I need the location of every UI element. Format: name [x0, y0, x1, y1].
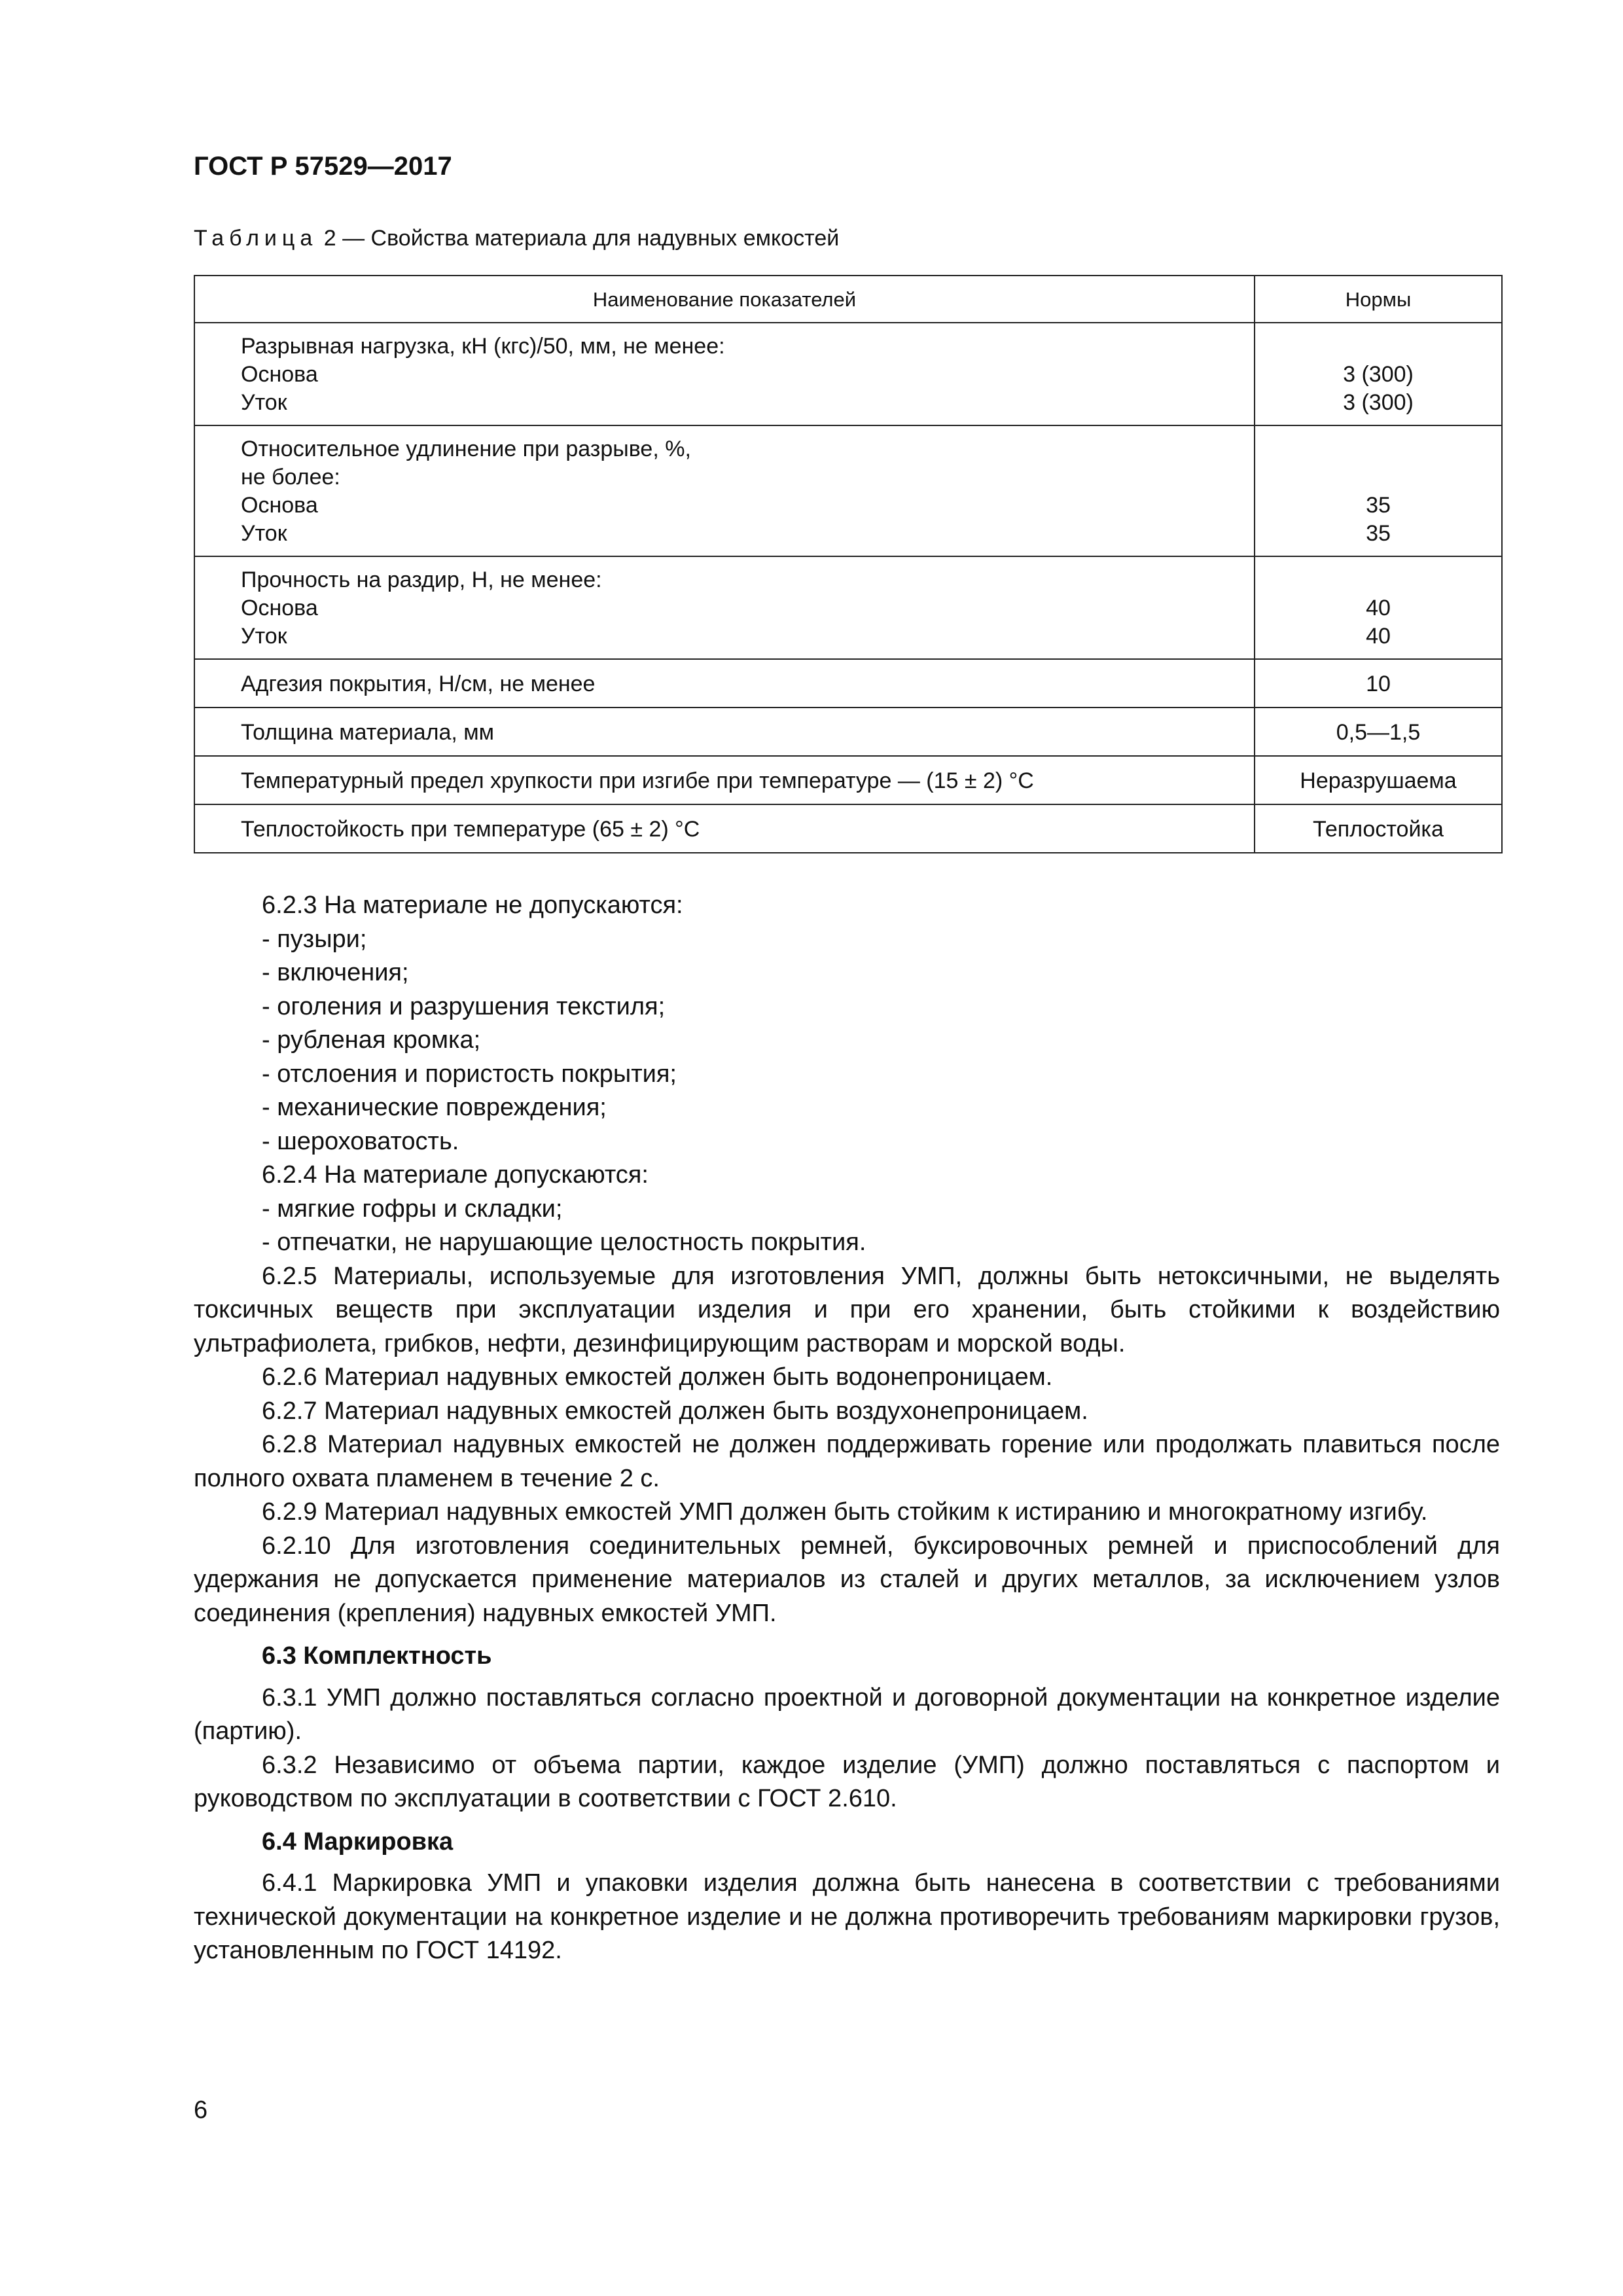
- row-norm-cell: Неразрушаема: [1255, 756, 1502, 804]
- table-row: [194, 708, 1502, 756]
- row-norm-cell: 10: [1255, 659, 1502, 708]
- clause-6-3-2: 6.3.2 Независимо от объема партии, каждое изделие (УМП) должно поставляться с паспортом и руководством по эксплуатации в соответствии с ГОСТ 2.610.: [194, 1751, 1500, 1812]
- cell-line: Относительное удлинение при разрыве, %,: [241, 437, 691, 461]
- cell-line: [1262, 463, 1495, 492]
- cell-line: Основа: [241, 596, 318, 620]
- list-item: - оголения и разрушения текстиля;: [262, 992, 666, 1020]
- section-heading-6-3: 6.3 Комплектность: [262, 1642, 492, 1670]
- table-caption-title: 2 — Свойства материала для надувных емкостей: [317, 226, 840, 251]
- cell-line: 3 (300): [1343, 390, 1414, 415]
- table-row: [194, 425, 1502, 556]
- cell-line: не более:: [241, 465, 340, 490]
- clause-6-2-10: 6.2.10 Для изготовления соединительных ремней, буксировочных ремней и приспособлений для удержания не допускается применение материалов из сталей и других металлов, за исключением узлов соединения (крепления) надувных емкостей УМП.: [194, 1532, 1500, 1627]
- cell-line: 35: [1366, 493, 1391, 518]
- row-name-cell: Теплостойкость при температуре (65 ± 2) °С: [194, 804, 1255, 853]
- list-item: - отпечатки, не нарушающие целостность покрытия.: [262, 1229, 866, 1256]
- properties-table: [194, 275, 1503, 853]
- table-row: [194, 659, 1502, 708]
- cell-line: Прочность на раздир, Н, не менее:: [241, 567, 602, 592]
- row-name-cell: [194, 323, 1255, 425]
- table-header-row: [194, 276, 1502, 323]
- cell-line: 35: [1366, 521, 1391, 546]
- clause-6-2-3: 6.2.3 На материале не допускаются:: [262, 891, 683, 919]
- row-norm-cell: [1255, 556, 1502, 659]
- clause-6-2-7: 6.2.7 Материал надувных емкостей должен быть воздухонепроницаем.: [262, 1397, 1088, 1425]
- list-item: - отслоения и пористость покрытия;: [262, 1060, 677, 1088]
- cell-line: [1262, 435, 1495, 463]
- clause-6-2-9: 6.2.9 Материал надувных емкостей УМП должен быть стойким к истиранию и многократному изгибу.: [262, 1498, 1428, 1526]
- table-caption: [194, 226, 839, 251]
- clause-6-2-8: 6.2.8 Материал надувных емкостей не должен поддерживать горение или продолжать плавиться после полного охвата пламенем в течение 2 с.: [194, 1431, 1500, 1492]
- row-name-cell: [194, 425, 1255, 556]
- cell-line: Уток: [241, 390, 287, 415]
- list-item: - мягкие гофры и складки;: [262, 1194, 563, 1223]
- table-row: [194, 804, 1502, 853]
- body-text: [194, 889, 1500, 1968]
- column-header-name: Наименование показателей: [194, 276, 1255, 323]
- column-header-norm: Нормы: [1255, 276, 1502, 323]
- list-item: - механические повреждения;: [262, 1094, 607, 1121]
- row-name-cell: Температурный предел хрупкости при изгибе при температуре — (15 ± 2) °С: [194, 756, 1255, 804]
- clause-6-2-4: 6.2.4 На материале допускаются:: [262, 1161, 649, 1189]
- cell-line: 40: [1366, 624, 1391, 649]
- list-item: - включения;: [262, 959, 409, 986]
- clause-6-3-1: 6.3.1 УМП должно поставляться согласно проектной и договорной документации на конкретное изделие (партию).: [194, 1683, 1500, 1745]
- clause-6-4-1: 6.4.1 Маркировка УМП и упаковки изделия должна быть нанесена в соответствии с требованиями технической документации на конкретное изделие и не должна противоречить требованиям маркировки грузов, установленным по ГОСТ 14192.: [194, 1869, 1500, 1964]
- document-code: ГОСТ Р 57529—2017: [194, 152, 452, 181]
- row-name-cell: Адгезия покрытия, Н/см, не менее: [194, 659, 1255, 708]
- cell-line: Разрывная нагрузка, кН (кгс)/50, мм, не менее:: [241, 334, 725, 359]
- list-item: - рубленая кромка;: [262, 1026, 481, 1054]
- row-norm-cell: [1255, 425, 1502, 556]
- row-norm-cell: Теплостойка: [1255, 804, 1502, 853]
- cell-line: Уток: [241, 624, 287, 649]
- cell-line: 40: [1366, 596, 1391, 620]
- cell-line: Уток: [241, 521, 287, 546]
- table-row: [194, 556, 1502, 659]
- section-heading-6-4: 6.4 Маркировка: [262, 1827, 454, 1856]
- row-norm-cell: 0,5—1,5: [1255, 708, 1502, 756]
- table-row: [194, 323, 1502, 425]
- list-item: - пузыри;: [262, 925, 367, 953]
- table-row: [194, 756, 1502, 804]
- list-item: - шероховатость.: [262, 1127, 459, 1155]
- table-caption-label: Таблица: [194, 226, 318, 251]
- row-norm-cell: [1255, 323, 1502, 425]
- cell-line: Основа: [241, 493, 318, 518]
- row-name-cell: Толщина материала, мм: [194, 708, 1255, 756]
- cell-line: Основа: [241, 362, 318, 387]
- clause-6-2-6: 6.2.6 Материал надувных емкостей должен быть водонепроницаем.: [262, 1363, 1053, 1391]
- cell-line: [1262, 566, 1495, 594]
- clause-6-2-5: 6.2.5 Материалы, используемые для изготовления УМП, должны быть нетоксичными, не выделять токсичных веществ при эксплуатации изделия и при его хранении, быть стойкими к воздействию ультрафиолета, грибков, нефти, дезинфицирующим растворам и морской воды.: [194, 1262, 1500, 1357]
- row-name-cell: [194, 556, 1255, 659]
- cell-line: 3 (300): [1343, 362, 1414, 387]
- page-number: 6: [194, 2096, 208, 2124]
- cell-line: [1262, 332, 1495, 361]
